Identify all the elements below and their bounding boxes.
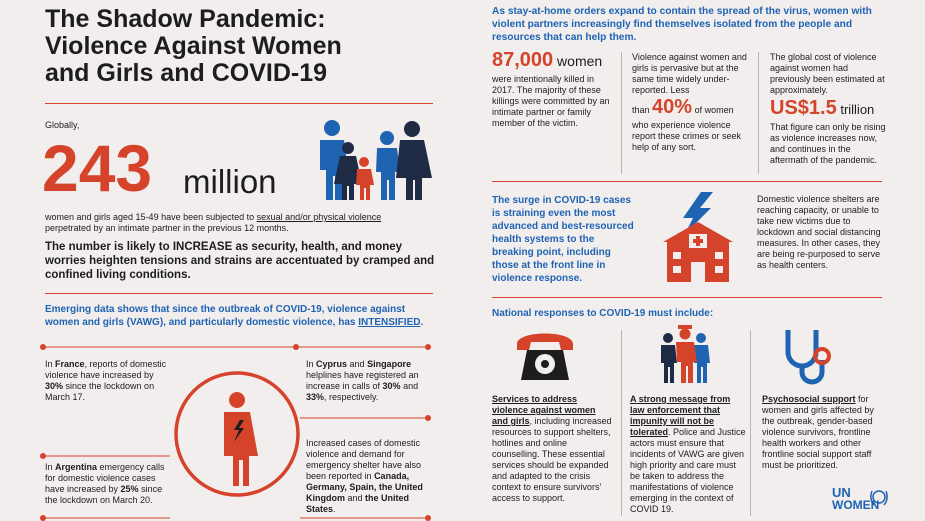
law-enforcement-icon <box>658 324 712 384</box>
telephone-icon <box>513 328 577 384</box>
cyprus-and: and <box>347 359 368 369</box>
others-a: Increased cases of domestic violence and demand for emergency shelter have also been reported in <box>306 438 422 481</box>
services-response <box>492 394 612 504</box>
law-text: . Police and Justice actors must ensure that incidents of VAWG are given high priority and care must be taken to address the manifestations of violence emerging in the context of COVID 19. <box>630 427 746 514</box>
singapore-country: Singapore <box>367 359 412 369</box>
title-line-3: and Girls and COVID-19 <box>45 59 328 87</box>
big-number-243: 243 <box>42 131 153 205</box>
other-countries-fact <box>306 438 430 515</box>
cost-pre: The global cost of violence against women had previously been estimated at approximately. <box>770 52 885 95</box>
france-c: since the lockdown on March 17. <box>45 381 155 402</box>
page-title <box>45 6 425 87</box>
cyprus-singapore-fact <box>306 359 428 403</box>
others-list: Canada, Germany, Spain, the United Kingdom <box>306 471 423 503</box>
globally-label: Globally, <box>45 120 80 130</box>
emerging-data <box>45 303 440 329</box>
violence-link: sexual and/or physical violence <box>256 212 382 222</box>
cyprus-pct: 30% <box>382 381 401 391</box>
globally-desc-pre: women and girls aged 15-49 have been subjected to <box>45 212 257 222</box>
divider <box>45 103 433 104</box>
psychosocial-response <box>762 394 884 471</box>
cyprus-country: Cyprus <box>316 359 348 369</box>
cyprus-c: , respectively. <box>324 392 379 402</box>
underreported-pct: 40% <box>652 96 693 118</box>
underreported-than: than <box>632 105 653 115</box>
france-b: , reports of domestic violence have increased by <box>45 359 167 380</box>
law-response <box>630 394 746 515</box>
divider <box>758 52 759 174</box>
argentina-c: since the lockdown on March 20. <box>45 484 163 505</box>
family-figures-icon <box>312 118 438 200</box>
wreath-icon <box>870 487 888 509</box>
title-line-2: Violence Against Women <box>45 32 342 60</box>
globally-desc-post: perpetrated by an intimate partner in the previous 12 months. <box>45 223 289 233</box>
stay-home-statement: As stay-at-home orders expand to contain the spread of the virus, women with violent partners increasingly find themselves isolated from the people and resources that can help them. <box>492 6 872 43</box>
underreported-stat <box>632 52 750 153</box>
cost-stat <box>770 52 888 166</box>
argentina-a: In <box>45 462 56 472</box>
shelters-statement: Domestic violence shelters are reaching capacity, or unable to take new victims due to lockdown and social distancing measures. In other cases, they are being re-purposed to serve as health centers. <box>757 194 881 270</box>
increase-word: INCREASE <box>172 241 233 253</box>
argentina-pct: 25% <box>120 484 139 494</box>
hospital-icon <box>657 190 739 286</box>
cyprus-a: In <box>306 359 317 369</box>
emerging-end: . <box>420 317 424 328</box>
services-text: , including increased resources to support shelters, hotlines and online counselling. These essential services should be expanded and adapted to the crisis context to ensure survivors' access to support. <box>492 416 612 503</box>
argentina-fact <box>45 462 177 506</box>
singapore-pct: 33% <box>306 392 325 402</box>
title-line-1: The Shadow Pandemic: <box>45 5 326 33</box>
logo-line-2: WOMEN <box>832 498 880 512</box>
underreported-post: of women <box>692 105 734 115</box>
killed-stat <box>492 48 617 129</box>
stethoscope-icon <box>780 326 840 386</box>
underreported-pre: Violence against women and girls is pervasive but at the same time widely under-reported. Less <box>632 52 747 95</box>
killed-number: 87,000 <box>492 49 554 71</box>
killed-unit: women <box>553 53 603 69</box>
divider <box>750 330 751 516</box>
services-title: Services to address violence against women and girls <box>492 394 596 426</box>
psycho-title: Psychosocial support <box>762 394 856 404</box>
divider <box>492 181 882 182</box>
killed-desc: were intentionally killed in 2017. The majority of these killings were committed by an intimate partner or family member of the victim. <box>492 74 610 128</box>
divider <box>492 297 882 298</box>
underreported-rest: who experience violence report these crimes or seek help of any sort. <box>632 120 742 152</box>
others-last: the United States <box>306 493 410 514</box>
emerging-text: Emerging data shows that since the outbreak of COVID-19, violence against women and girls (VAWG), and particularly domestic violence, has <box>45 304 406 328</box>
logo-line-1: UN <box>832 485 851 500</box>
cyprus-b: helplines have registered an increase in calls of <box>306 370 419 391</box>
globally-description <box>45 212 435 234</box>
france-pct: 30% <box>45 381 64 391</box>
argentina-country: Argentina <box>55 462 98 472</box>
france-fact <box>45 359 173 403</box>
cost-unit: trillion <box>836 102 875 117</box>
divider <box>621 52 622 174</box>
increase-post: as security, health, and money worries heighten tensions and strains are accentuated by cramped and confined living conditions. <box>45 241 435 281</box>
others-end: . <box>333 504 336 514</box>
national-responses-heading: National responses to COVID-19 must include: <box>492 308 714 319</box>
divider <box>621 330 622 516</box>
law-title: A strong message from law enforcement that impunity will not be tolerated <box>630 394 731 437</box>
others-and: and <box>345 493 366 503</box>
surge-statement: The surge in COVID-19 cases is straining even the most advanced and best-resourced health systems to the breaking point, including those at the front line in violence response. <box>492 195 634 284</box>
france-country: France <box>55 359 85 369</box>
cost-post: That figure can only be rising as violence increases now, and continues in the aftermath of the pandemic. <box>770 122 886 165</box>
increase-pre: The number is likely to <box>45 241 173 253</box>
big-number-unit: million <box>183 163 277 200</box>
intensified-word: INTENSIFIED <box>358 317 421 328</box>
cyprus-and2: and <box>400 381 419 391</box>
cost-amount: US$1.5 <box>770 97 837 119</box>
argentina-b: emergency calls for domestic violence cases have increased by <box>45 462 165 494</box>
un-women-logo <box>832 487 892 511</box>
divider <box>45 293 433 294</box>
increase-statement <box>45 240 435 282</box>
psycho-text: for women and girls affected by the outbreak, gender-based violence survivors, frontline health workers and other frontline social support staff must be prioritized. <box>762 394 874 470</box>
france-a: In <box>45 359 56 369</box>
